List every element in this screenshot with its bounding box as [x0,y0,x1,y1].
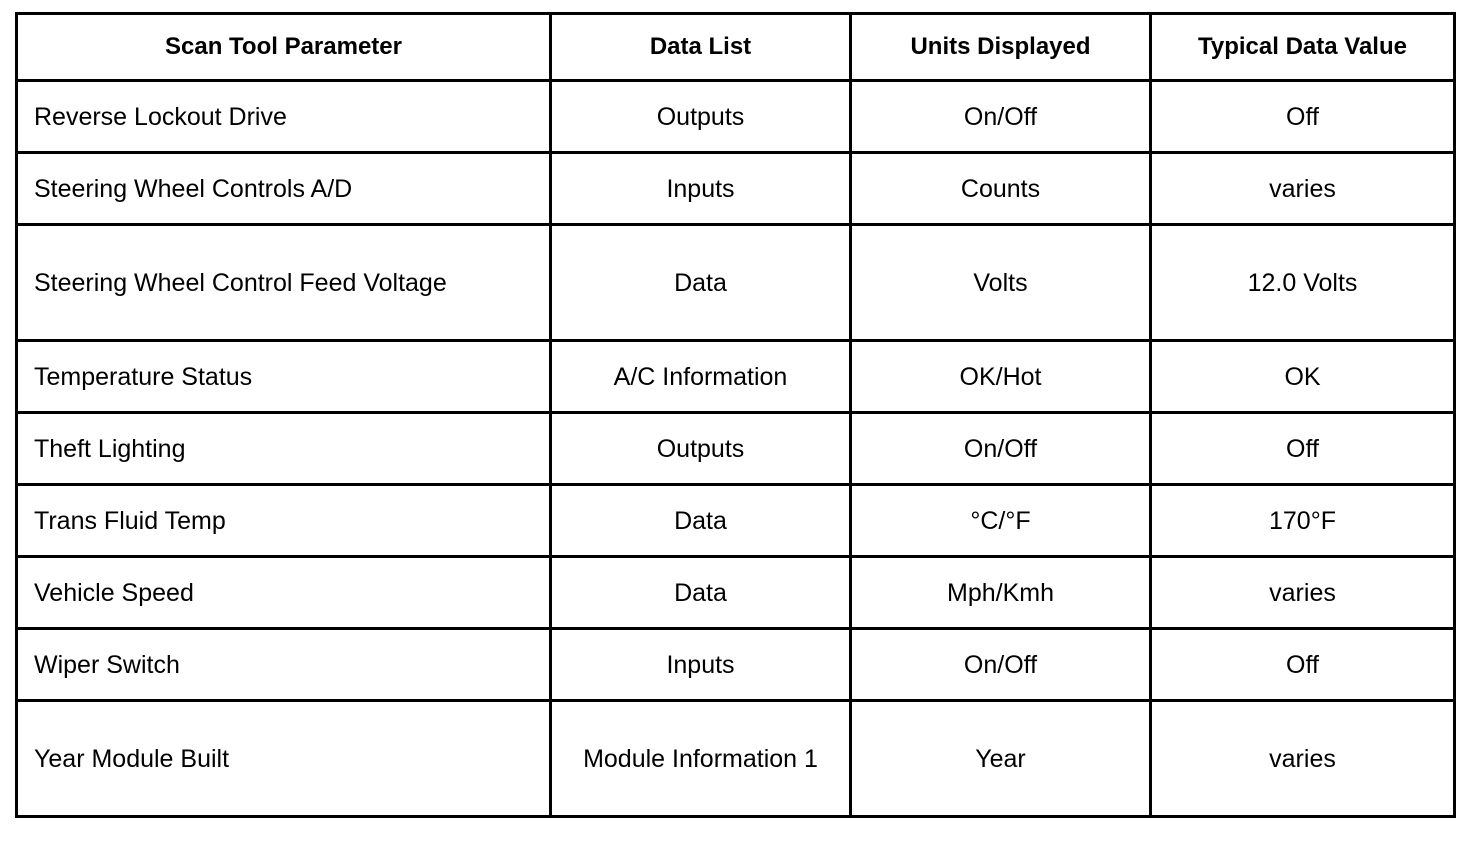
cell-parameter: Reverse Lockout Drive [17,81,551,153]
table-body [17,81,1455,817]
cell-data-list: Inputs [551,629,851,701]
header-scan-tool-parameter: Scan Tool Parameter [17,14,551,81]
cell-parameter: Steering Wheel Controls A/D [17,153,551,225]
cell-typical-value: 12.0 Volts [1151,225,1455,341]
cell-parameter: Steering Wheel Control Feed Voltage [17,225,551,341]
cell-data-list: Outputs [551,413,851,485]
cell-units: On/Off [851,413,1151,485]
cell-parameter: Theft Lighting [17,413,551,485]
cell-parameter: Year Module Built [17,701,551,817]
header-typical-data-value: Typical Data Value [1151,14,1455,81]
cell-units: Counts [851,153,1151,225]
cell-data-list: Module Information 1 [551,701,851,817]
cell-units: Volts [851,225,1151,341]
cell-parameter: Wiper Switch [17,629,551,701]
cell-typical-value: OK [1151,341,1455,413]
cell-parameter: Temperature Status [17,341,551,413]
scan-tool-data-table [15,12,1456,818]
cell-data-list: Outputs [551,81,851,153]
cell-units: On/Off [851,629,1151,701]
header-data-list: Data List [551,14,851,81]
cell-parameter: Vehicle Speed [17,557,551,629]
cell-units: Year [851,701,1151,817]
table-row [17,81,1455,153]
cell-data-list: Inputs [551,153,851,225]
cell-units: On/Off [851,81,1151,153]
cell-data-list: A/C Information [551,341,851,413]
cell-typical-value: 170°F [1151,485,1455,557]
cell-typical-value: varies [1151,701,1455,817]
cell-typical-value: Off [1151,81,1455,153]
cell-data-list: Data [551,557,851,629]
table-header [17,14,1455,81]
cell-typical-value: Off [1151,413,1455,485]
cell-typical-value: varies [1151,153,1455,225]
cell-data-list: Data [551,485,851,557]
table-row [17,225,1455,341]
header-row [17,14,1455,81]
cell-units: Mph/Kmh [851,557,1151,629]
cell-typical-value: varies [1151,557,1455,629]
table-row [17,629,1455,701]
cell-parameter: Trans Fluid Temp [17,485,551,557]
cell-typical-value: Off [1151,629,1455,701]
table-row [17,485,1455,557]
table-row [17,701,1455,817]
table-row [17,341,1455,413]
cell-units: OK/Hot [851,341,1151,413]
table-row [17,153,1455,225]
cell-units: °C/°F [851,485,1151,557]
header-units-displayed: Units Displayed [851,14,1151,81]
cell-data-list: Data [551,225,851,341]
table-row [17,557,1455,629]
table-row [17,413,1455,485]
